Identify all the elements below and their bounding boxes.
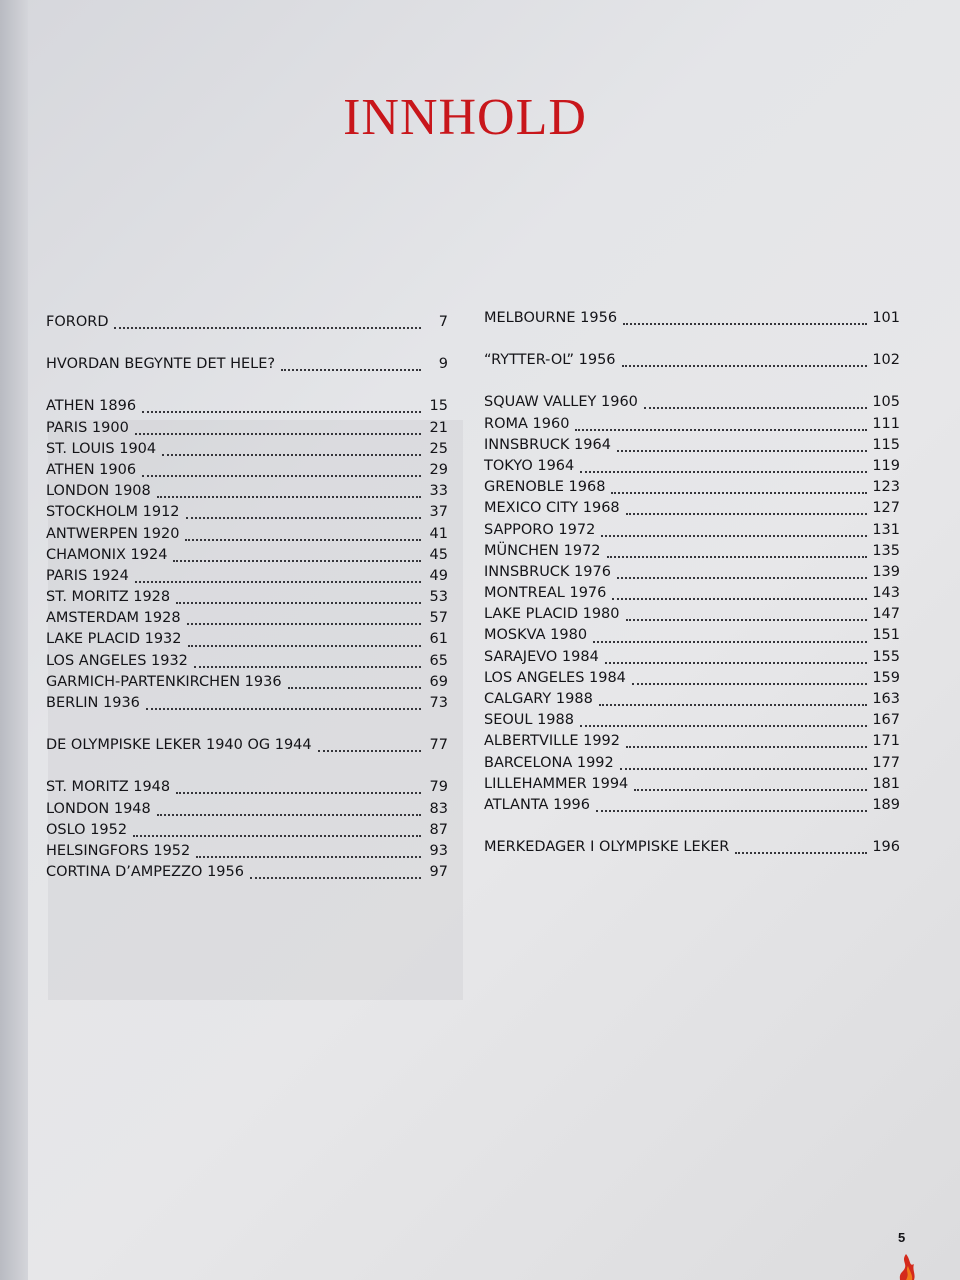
toc-entry <box>46 439 448 460</box>
toc-entry <box>484 350 900 371</box>
toc-entry-page: 29 <box>429 461 448 478</box>
toc-entry-page: 102 <box>872 352 900 369</box>
dot-leader <box>599 703 868 706</box>
toc-entry-title: HELSINGFORS 1952 <box>46 842 191 859</box>
toc-entry-page: 49 <box>429 567 448 584</box>
dot-leader <box>157 813 421 816</box>
toc-entry-page: 41 <box>429 525 448 542</box>
dot-leader <box>735 851 867 854</box>
dot-leader <box>157 495 421 498</box>
dot-leader <box>575 428 867 431</box>
toc-entry <box>484 795 900 816</box>
toc-entry-page: 79 <box>429 779 448 796</box>
toc-entry <box>484 774 900 795</box>
toc-entry-title: CHAMONIX 1924 <box>46 546 168 563</box>
toc-entry <box>484 456 900 477</box>
toc-entry-page: 189 <box>872 796 900 813</box>
toc-entry-page: 143 <box>872 585 900 602</box>
toc-entry-page: 155 <box>872 648 900 665</box>
toc-entry-title: LONDON 1948 <box>46 800 151 817</box>
toc-entry-title: LOS ANGELES 1932 <box>46 652 188 669</box>
dot-leader <box>626 618 868 621</box>
toc-entry-page: 37 <box>429 504 448 521</box>
toc-entry-title: TOKYO 1964 <box>484 457 575 474</box>
toc-entry-title: FORORD <box>46 314 109 330</box>
dot-leader <box>644 406 867 409</box>
toc-entry-page: 87 <box>429 821 448 838</box>
toc-entry-title: BERLIN 1936 <box>46 695 140 711</box>
toc-entry <box>46 354 448 375</box>
toc-entry-page: 33 <box>429 483 448 500</box>
dot-leader <box>626 745 867 748</box>
toc-entry-page: 69 <box>429 673 448 690</box>
toc-entry <box>484 520 900 541</box>
toc-entry <box>484 498 900 519</box>
dot-leader <box>142 474 421 477</box>
toc-entry-page: 53 <box>429 589 448 606</box>
toc-entry-title: INNSBRUCK 1964 <box>484 436 611 453</box>
page-gutter <box>0 0 28 1280</box>
dot-leader <box>281 368 421 371</box>
toc-entry-title: LILLEHAMMER 1994 <box>484 775 629 792</box>
page-title: INNHOLD <box>343 89 587 146</box>
toc-entry-title: HVORDAN BEGYNTE DET HELE? <box>46 356 276 373</box>
dot-leader <box>580 470 867 473</box>
dot-leader <box>318 749 421 752</box>
toc-entry-title: ATHEN 1906 <box>46 461 137 478</box>
toc-entry-title: ST. MORITZ 1948 <box>46 779 171 796</box>
toc-entry <box>46 418 448 439</box>
toc-entry-title: MÜNCHEN 1972 <box>484 542 601 559</box>
toc-entry <box>46 608 448 629</box>
dot-leader <box>146 707 421 710</box>
dot-leader <box>623 322 867 325</box>
toc-entry <box>46 799 448 820</box>
toc-entry <box>46 396 448 417</box>
toc-entry-page: 93 <box>429 842 448 859</box>
toc-entry <box>46 587 448 608</box>
dot-leader <box>114 326 421 329</box>
toc-entry <box>46 672 448 693</box>
toc-entry-title: “RYTTER-OL” 1956 <box>484 352 616 369</box>
dot-leader <box>611 491 867 494</box>
toc-entry <box>46 460 448 481</box>
toc-entry-title: DE OLYMPISKE LEKER 1940 OG 1944 <box>46 737 312 754</box>
toc-entry <box>484 308 900 329</box>
dot-leader <box>288 686 421 689</box>
toc-entry-page: 15 <box>429 398 448 415</box>
dot-leader <box>605 661 867 664</box>
toc-entry-title: MEXICO CITY 1968 <box>484 500 620 517</box>
flame-icon <box>890 1252 920 1280</box>
toc-entry <box>484 583 900 604</box>
toc-entry-page: 147 <box>872 606 900 623</box>
toc-entry-page: 115 <box>872 436 900 453</box>
toc-entry <box>46 862 448 883</box>
toc-entry-title: SEOUL 1988 <box>484 712 574 729</box>
toc-entry <box>484 668 900 689</box>
dot-leader <box>185 538 421 541</box>
toc-entry <box>484 710 900 731</box>
toc-entry-page: 105 <box>872 394 900 411</box>
dot-leader <box>135 432 421 435</box>
toc-entry-title: OSLO 1952 <box>46 821 128 838</box>
toc-entry-title: CORTINA D’AMPEZZO 1956 <box>46 864 244 881</box>
dot-leader <box>596 809 867 812</box>
toc-entry-page: 77 <box>429 737 448 754</box>
dot-leader <box>607 555 868 558</box>
toc-entry-page: 21 <box>429 419 448 436</box>
toc-entry-page: 127 <box>872 500 900 517</box>
toc-entry-page: 159 <box>872 669 900 686</box>
toc-entry-page: 45 <box>429 546 448 563</box>
dot-leader <box>634 788 867 791</box>
toc-entry-page: 73 <box>429 695 448 711</box>
toc-entry-title: MERKEDAGER I OLYMPISKE LEKER <box>484 839 730 856</box>
toc-entry <box>484 541 900 562</box>
toc-entry <box>484 625 900 646</box>
toc-entry-title: ROMA 1960 <box>484 415 570 432</box>
toc-entry-title: GRENOBLE 1968 <box>484 479 606 496</box>
toc-entry <box>46 312 448 333</box>
toc-entry <box>46 735 448 756</box>
toc-entry-page: 97 <box>429 864 448 881</box>
toc-entry-title: SAPPORO 1972 <box>484 521 596 538</box>
toc-entry-title: SQUAW VALLEY 1960 <box>484 394 638 411</box>
toc-entry-page: 25 <box>429 440 448 457</box>
toc-entry-title: MONTREAL 1976 <box>484 585 607 602</box>
toc-entry-title: LONDON 1908 <box>46 483 151 500</box>
toc-entry-page: 101 <box>872 310 900 326</box>
toc-entry <box>484 392 900 413</box>
dot-leader <box>632 682 867 685</box>
toc-entry <box>484 647 900 668</box>
toc-entry <box>484 837 900 858</box>
toc-entry-page: 181 <box>872 775 900 792</box>
toc-entry-page: 119 <box>872 457 900 474</box>
toc-entry-title: ATHEN 1896 <box>46 398 137 415</box>
toc-entry-title: SARAJEVO 1984 <box>484 648 599 665</box>
toc-entry <box>484 604 900 625</box>
toc-entry <box>484 477 900 498</box>
toc-entry-page: 7 <box>438 314 448 330</box>
toc-entry <box>46 820 448 841</box>
toc-right-column <box>484 308 900 858</box>
dot-leader <box>250 876 421 879</box>
dot-leader <box>188 644 421 647</box>
toc-entry-title: LAKE PLACID 1932 <box>46 631 182 648</box>
toc-entry <box>484 414 900 435</box>
toc-entry-title: AMSTERDAM 1928 <box>46 610 181 627</box>
toc-entry-title: ALBERTVILLE 1992 <box>484 733 621 750</box>
toc-entry-page: 167 <box>872 712 900 729</box>
toc-entry <box>46 481 448 502</box>
dot-leader <box>580 724 867 727</box>
toc-entry <box>46 629 448 650</box>
dot-leader <box>176 601 421 604</box>
toc-entry-page: 111 <box>872 415 900 432</box>
toc-entry <box>46 841 448 862</box>
toc-entry <box>46 651 448 672</box>
toc-entry-page: 139 <box>872 563 900 580</box>
toc-entry-page: 131 <box>872 521 900 538</box>
dot-leader <box>142 410 421 413</box>
toc-entry-title: BARCELONA 1992 <box>484 754 614 771</box>
toc-entry <box>46 524 448 545</box>
toc-entry-title: GARMICH-PARTENKIRCHEN 1936 <box>46 673 282 690</box>
dot-leader <box>620 767 868 770</box>
dot-leader <box>186 516 421 519</box>
toc-entry-title: STOCKHOLM 1912 <box>46 504 180 521</box>
toc-entry-title: MELBOURNE 1956 <box>484 310 618 326</box>
toc-entry-title: CALGARY 1988 <box>484 691 593 707</box>
toc-entry-title: ST. LOUIS 1904 <box>46 440 157 457</box>
dot-leader <box>593 640 867 643</box>
toc-entry-page: 57 <box>429 610 448 627</box>
dot-leader <box>162 453 421 456</box>
toc-entry-title: INNSBRUCK 1976 <box>484 563 611 580</box>
toc-entry-title: PARIS 1924 <box>46 567 129 584</box>
dot-leader <box>622 364 868 367</box>
dot-leader <box>617 576 867 579</box>
toc-entry-page: 9 <box>438 356 448 373</box>
dot-leader <box>612 597 867 600</box>
toc-entry-page: 151 <box>872 627 900 644</box>
dot-leader <box>173 559 421 562</box>
toc-entry <box>484 562 900 583</box>
toc-entry <box>46 693 448 714</box>
dot-leader <box>194 665 421 668</box>
dot-leader <box>187 622 421 625</box>
toc-entry-title: MOSKVA 1980 <box>484 627 588 644</box>
toc-entry <box>484 731 900 752</box>
toc-entry-page: 163 <box>872 691 900 707</box>
dot-leader <box>135 580 421 583</box>
toc-entry <box>46 545 448 566</box>
toc-entry-page: 61 <box>429 631 448 648</box>
toc-left-column <box>46 312 448 883</box>
toc-entry-page: 65 <box>429 652 448 669</box>
toc-entry <box>46 777 448 798</box>
toc-entry <box>46 566 448 587</box>
toc-entry-page: 135 <box>872 542 900 559</box>
toc-entry-title: ANTWERPEN 1920 <box>46 525 180 542</box>
toc-entry-page: 123 <box>872 479 900 496</box>
page-number: 5 <box>898 1230 906 1245</box>
toc-entry-title: LAKE PLACID 1980 <box>484 606 620 623</box>
dot-leader <box>133 834 421 837</box>
toc-entry-page: 196 <box>872 839 900 856</box>
toc-entry-title: LOS ANGELES 1984 <box>484 669 626 686</box>
toc-entry <box>484 753 900 774</box>
toc-entry-title: PARIS 1900 <box>46 419 129 436</box>
dot-leader <box>601 534 867 537</box>
toc-entry-page: 171 <box>872 733 900 750</box>
dot-leader <box>176 791 421 794</box>
toc-entry <box>46 502 448 523</box>
toc-entry-page: 177 <box>872 754 900 771</box>
toc-entry-title: ATLANTA 1996 <box>484 796 590 813</box>
toc-entry <box>484 689 900 710</box>
dot-leader <box>626 512 868 515</box>
dot-leader <box>617 449 867 452</box>
toc-entry-title: ST. MORITZ 1928 <box>46 589 171 606</box>
toc-entry-page: 83 <box>429 800 448 817</box>
dot-leader <box>196 855 421 858</box>
toc-entry <box>484 435 900 456</box>
